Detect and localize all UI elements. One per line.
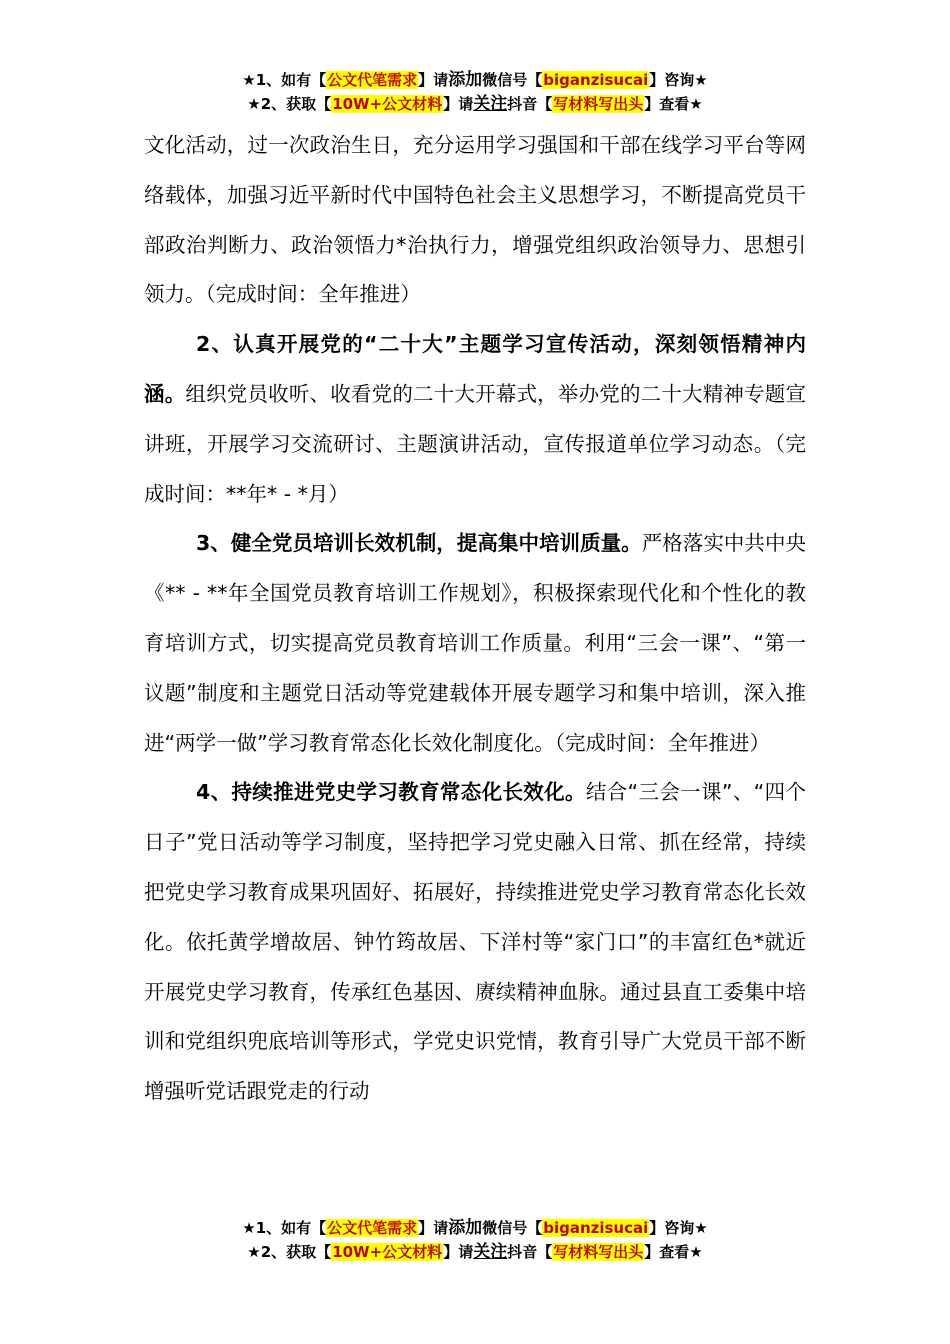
item-text: 严格落实中共中央《** - **年全国党员教育培训工作规划》，积极探索现代化和个性化的教育培训方式，切实提高党员教育培训工作质量。利用“三会一课”、“第一议题”制度和主题党日活动等党建载体开展专题学习和集中培训，深入推进“两学一做”学习教育常态化长效化制度化。（完成时间：全年推进） — [144, 531, 807, 755]
item-heading: 2、认真开展党的“二十大”主题学习宣传活动，深刻领悟精神内涵。 — [144, 332, 806, 406]
banner-emphasis: 添加 — [448, 1218, 483, 1238]
banner-emphasis: 添加 — [448, 70, 483, 90]
footer-banner — [0, 1216, 950, 1264]
header-banner — [0, 68, 950, 116]
banner-highlight: biganzisucai — [543, 1219, 649, 1237]
banner-text: 微信号【 — [482, 71, 543, 89]
banner-text: 】查看★ — [644, 95, 703, 113]
banner-text: 抖音【 — [507, 1243, 553, 1261]
banner-line-1 — [0, 68, 950, 92]
item-heading: 4、持续推进党史学习教育常态化长效化。 — [196, 780, 586, 805]
banner-highlight: 10W+公文材料 — [332, 95, 443, 113]
paragraph-item-3 — [144, 519, 806, 768]
banner-line-2 — [0, 92, 950, 116]
banner-highlight: 写材料写出头 — [553, 1243, 644, 1261]
paragraph-item-4 — [144, 768, 806, 1117]
banner-text: ★2、获取【 — [247, 1243, 332, 1261]
banner-text: ★1、如有【 — [242, 1219, 327, 1237]
banner-text: 抖音【 — [507, 95, 553, 113]
item-text: 结合“三会一课”、“四个日子”党日活动等学习制度，坚持把学习党史融入日常、抓在经常，持续把党史学习教育成果巩固好、拓展好，持续推进党史学习教育常态化长效化。依托黄学增故居、钟竹筠故居、下洋村等“家门口”的丰富红色*就近开展党史学习教育，传承红色基因、赓续精神血脉。通过县直工委集中培训和党组织兜底培训等形式，学党史识党情，教育引导广大党员干部不断增强听党话跟党走的行动 — [144, 780, 806, 1104]
banner-emphasis: 关注 — [473, 94, 508, 114]
banner-text: 】咨询★ — [649, 71, 708, 89]
banner-text: 】请 — [443, 95, 474, 113]
banner-emphasis: 关注 — [473, 1242, 508, 1262]
banner-text: 】咨询★ — [649, 1219, 708, 1237]
banner-highlight: 写材料写出头 — [553, 95, 644, 113]
banner-text: 】查看★ — [644, 1243, 703, 1261]
banner-text: 】请 — [418, 1219, 449, 1237]
banner-highlight: 10W+公文材料 — [332, 1243, 443, 1261]
banner-highlight: 公文代笔需求 — [327, 71, 418, 89]
banner-text: 微信号【 — [482, 1219, 543, 1237]
banner-line-2 — [0, 1240, 950, 1264]
paragraph-item-2 — [144, 320, 806, 519]
document-body — [144, 121, 806, 1117]
banner-text: 】请 — [443, 1243, 474, 1261]
item-text: 组织党员收听、收看党的二十大开幕式，举办党的二十大精神专题宣讲班，开展学习交流研讨、主题演讲活动，宣传报道单位学习动态。（完成时间：**年* - *月） — [144, 381, 807, 506]
banner-highlight: biganzisucai — [543, 71, 649, 89]
banner-text: 】请 — [418, 71, 449, 89]
item-heading: 3、健全党员培训长效机制，提高集中培训质量。 — [196, 531, 642, 556]
banner-highlight: 公文代笔需求 — [327, 1219, 418, 1237]
paragraph-continuation: 文化活动，过一次政治生日，充分运用学习强国和干部在线学习平台等网络载体，加强习近平新时代中国特色社会主义思想学习，不断提高党员干部政治判断力、政治领悟力*治执行力，增强党组织政治领导力、思想引领力。（完成时间：全年推进） — [144, 133, 806, 307]
banner-text: ★2、获取【 — [247, 95, 332, 113]
banner-line-1 — [0, 1216, 950, 1240]
banner-text: ★1、如有【 — [242, 71, 327, 89]
